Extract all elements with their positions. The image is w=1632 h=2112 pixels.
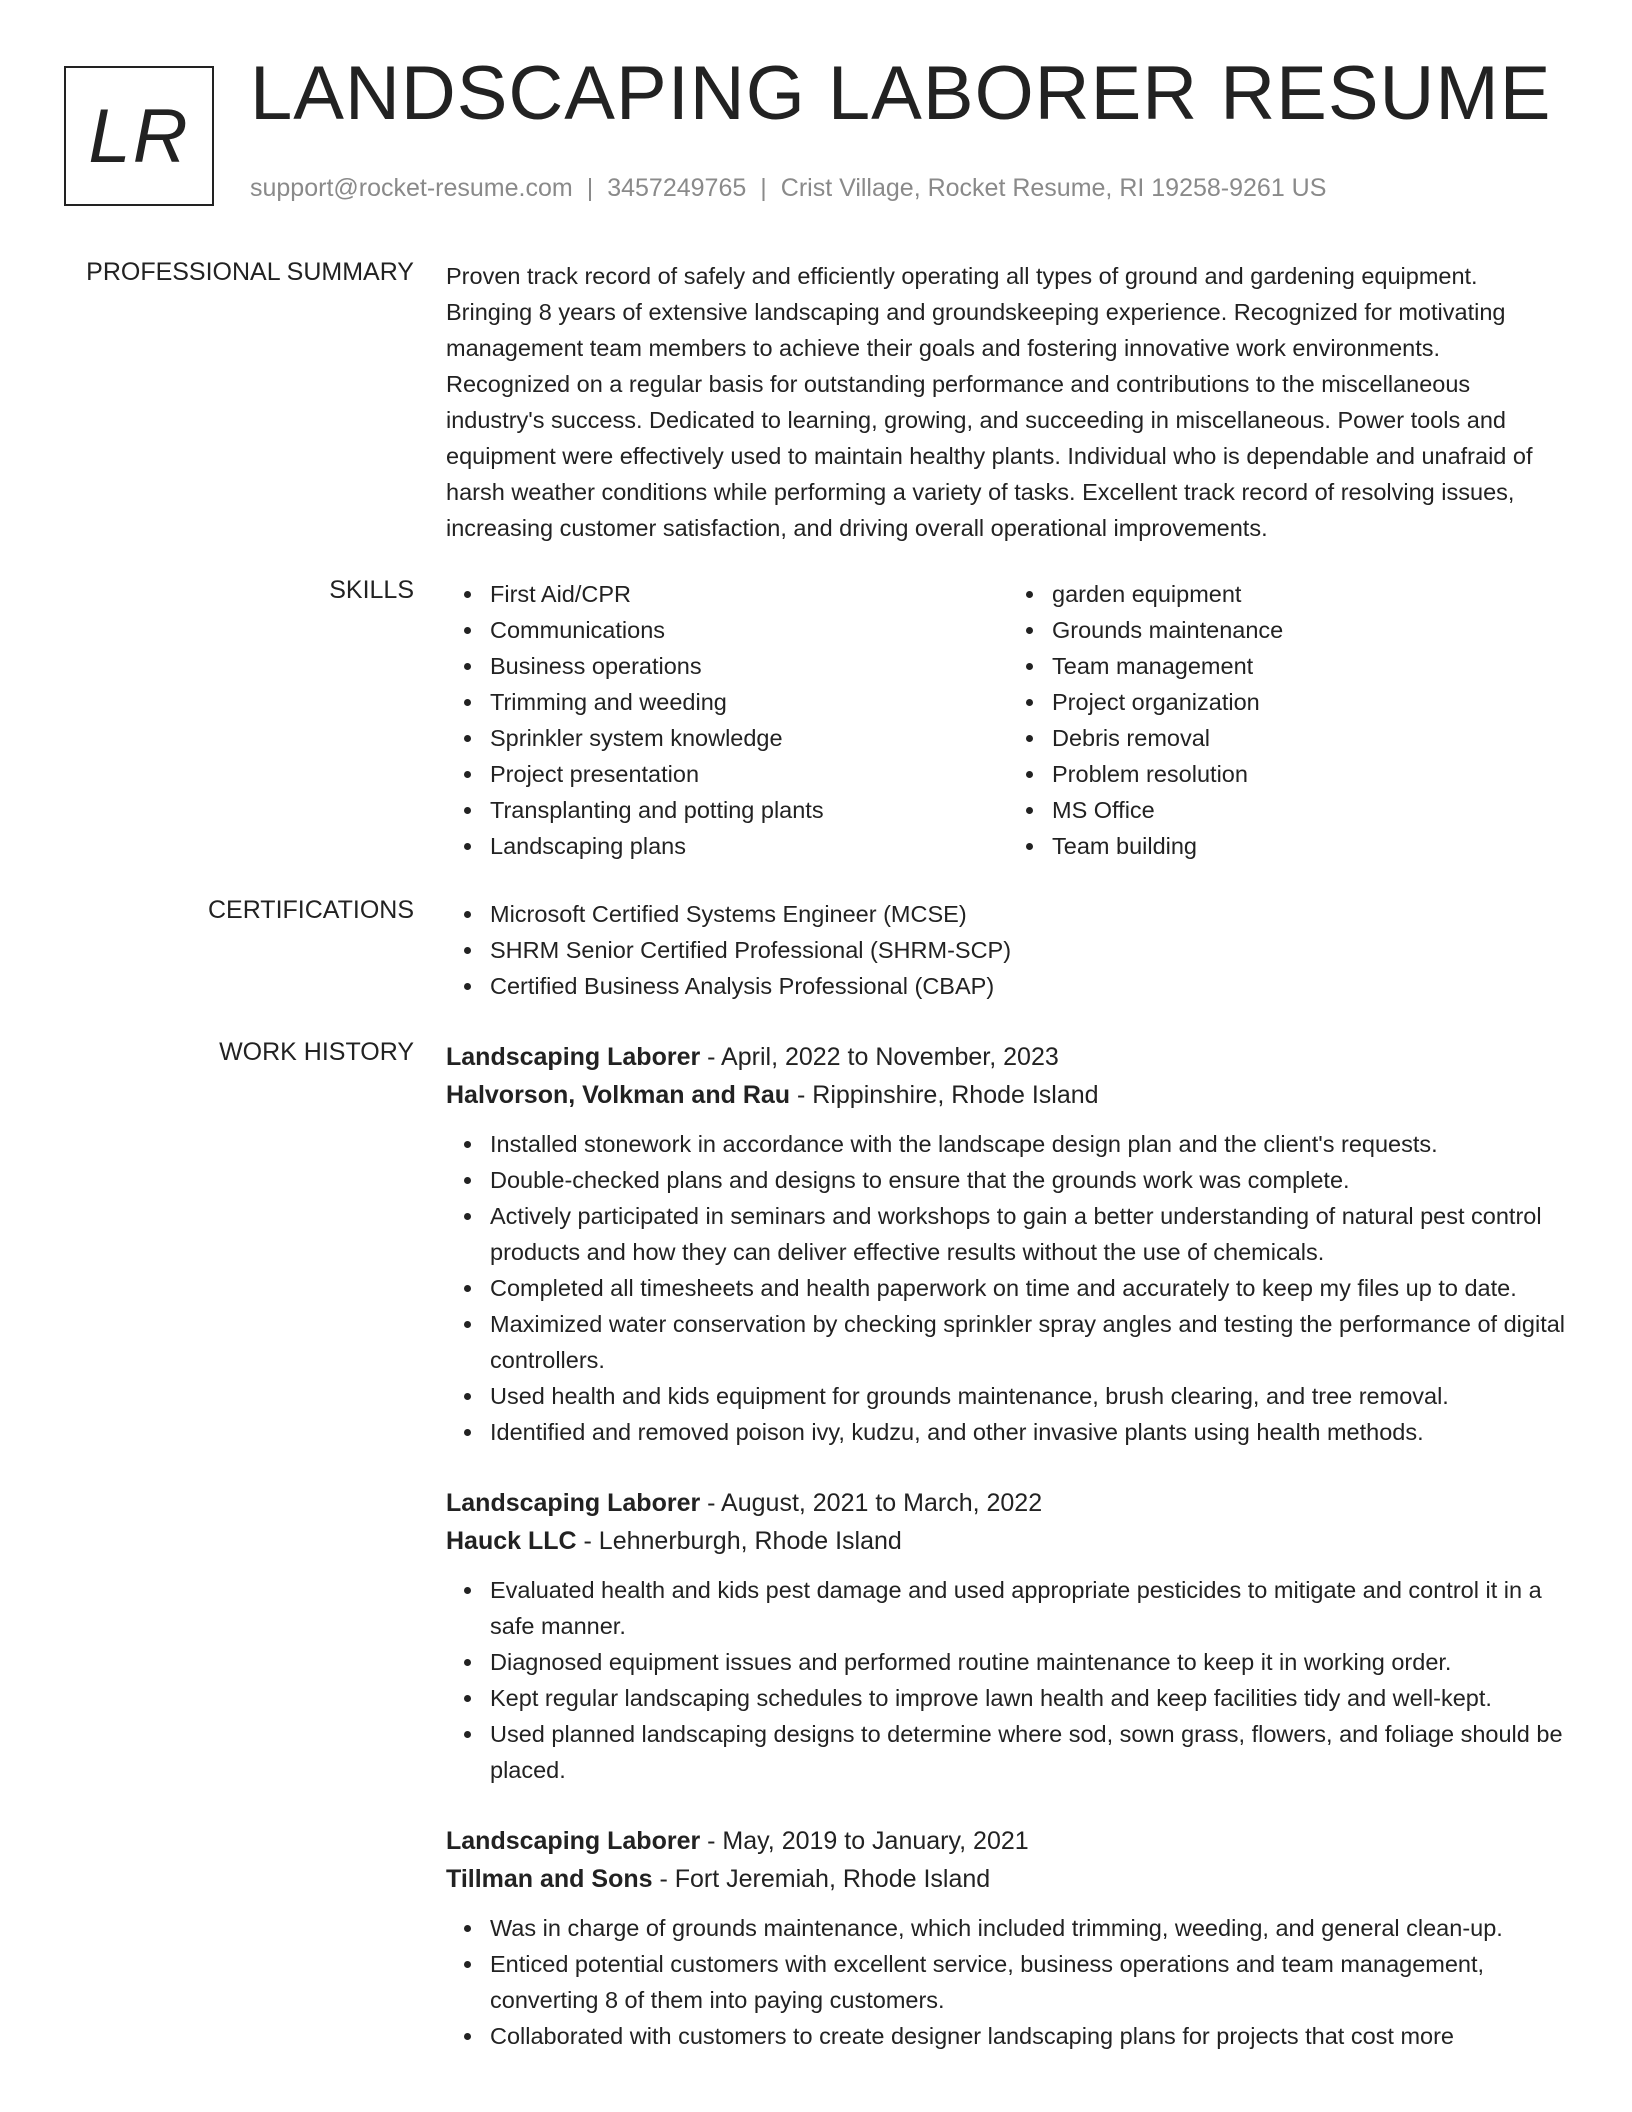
- skill-item: Transplanting and potting plants: [490, 792, 1008, 828]
- section-label-summary: PROFESSIONAL SUMMARY: [86, 258, 414, 286]
- job-bullet: Evaluated health and kids pest damage and used appropriate pesticides to mitigate and control it in a safe manner.: [490, 1572, 1570, 1644]
- summary-body: [446, 258, 1570, 546]
- job-company-line: [446, 1076, 1570, 1114]
- job-bullet: Installed stonework in accordance with the landscape design plan and the client's requests.: [490, 1126, 1570, 1162]
- skill-item: garden equipment: [1052, 576, 1570, 612]
- job-bullets: [446, 1572, 1570, 1788]
- job-company: Tillman and Sons: [446, 1865, 653, 1893]
- resume-title: LANDSCAPING LABORER RESUME: [250, 51, 1552, 136]
- job-bullet: Collaborated with customers to create designer landscaping plans for projects that cost more: [490, 2018, 1570, 2054]
- contact-email: support@rocket-resume.com: [250, 174, 573, 202]
- job-title-line: [446, 1484, 1570, 1522]
- job-bullet: Enticed potential customers with excellent service, business operations and team management, converting 8 of them into paying customers.: [490, 1946, 1570, 2018]
- job-company: Halvorson, Volkman and Rau: [446, 1081, 791, 1109]
- contact-separator: |: [760, 174, 767, 202]
- job-bullets: [446, 1126, 1570, 1450]
- certifications-body: [446, 896, 1570, 1004]
- job-dates: - May, 2019 to January, 2021: [700, 1827, 1029, 1855]
- skill-item: Team building: [1052, 828, 1570, 864]
- contact-separator: |: [586, 174, 594, 202]
- job-bullet: Diagnosed equipment issues and performed routine maintenance to keep it in working order.: [490, 1644, 1570, 1680]
- summary-text: Proven track record of safely and efficiently operating all types of ground and gardening equipment. Bringing 8 years of extensive landscaping and groundskeeping experience. Recognized for motivating management team members to achieve their goals and fostering innovative work environments. Recognized on a regular basis for outstanding performance and contributions to the miscellaneous industry's success. Dedicated to learning, growing, and succeeding in miscellaneous. Power tools and equipment were effectively used to maintain healthy plants. Individual who is dependable and unafraid of harsh weather conditions while performing a variety of tasks. Excellent track record of resolving issues, increasing customer satisfaction, and driving overall operational improvements.: [446, 263, 1533, 541]
- job-bullet: Used health and kids equipment for grounds maintenance, brush clearing, and tree removal.: [490, 1378, 1570, 1414]
- job-entry: [446, 1484, 1570, 1788]
- job-title: Landscaping Laborer: [446, 1043, 701, 1071]
- job-bullet: Identified and removed poison ivy, kudzu, and other invasive plants using health methods.: [490, 1414, 1570, 1450]
- job-bullet: Was in charge of grounds maintenance, which included trimming, weeding, and general clean-up.: [490, 1910, 1570, 1946]
- skill-item: Sprinkler system knowledge: [490, 720, 1008, 756]
- skill-item: MS Office: [1052, 792, 1570, 828]
- job-bullet: Kept regular landscaping schedules to improve lawn health and keep facilities tidy and well-kept.: [490, 1680, 1570, 1716]
- section-label-skills: SKILLS: [329, 576, 414, 604]
- job-dates: - August, 2021 to March, 2022: [700, 1489, 1043, 1517]
- skill-item: Business operations: [490, 648, 1008, 684]
- skill-item: Problem resolution: [1052, 756, 1570, 792]
- job-company-line: [446, 1522, 1570, 1560]
- job-company-line: [446, 1860, 1570, 1898]
- skill-item: Project organization: [1052, 684, 1570, 720]
- certification-item: Certified Business Analysis Professional (CBAP): [490, 968, 1570, 1004]
- job-bullet: Actively participated in seminars and workshops to gain a better understanding of natural pest control products and how they can deliver effective results without the use of chemicals.: [490, 1198, 1570, 1270]
- contact-address: Crist Village, Rocket Resume, RI 19258-9261 US: [780, 174, 1327, 202]
- skills-list-left: [446, 576, 1008, 864]
- job-title: Landscaping Laborer: [446, 1827, 701, 1855]
- section-label-certifications: CERTIFICATIONS: [207, 896, 414, 924]
- skill-item: Communications: [490, 612, 1008, 648]
- job-title: Landscaping Laborer: [446, 1489, 701, 1517]
- skill-item: First Aid/CPR: [490, 576, 1008, 612]
- skills-body: [446, 576, 1570, 864]
- job-location: - Lehnerburgh, Rhode Island: [576, 1527, 902, 1555]
- skill-item: Debris removal: [1052, 720, 1570, 756]
- certifications-list: [446, 896, 1570, 1004]
- job-entry: [446, 1038, 1570, 1450]
- contact-line: [250, 174, 1326, 203]
- section-label-work-history: WORK HISTORY: [219, 1038, 414, 1066]
- skills-list-right: [1008, 576, 1570, 864]
- skill-item: Project presentation: [490, 756, 1008, 792]
- job-location: - Fort Jeremiah, Rhode Island: [652, 1865, 991, 1893]
- skills-grid: [446, 576, 1570, 864]
- skill-item: Team management: [1052, 648, 1570, 684]
- job-dates: - April, 2022 to November, 2023: [700, 1043, 1059, 1071]
- job-bullet: Completed all timesheets and health paperwork on time and accurately to keep my files up to date.: [490, 1270, 1570, 1306]
- skill-item: Grounds maintenance: [1052, 612, 1570, 648]
- certification-item: SHRM Senior Certified Professional (SHRM-SCP): [490, 932, 1570, 968]
- contact-phone: 3457249765: [607, 174, 747, 202]
- job-bullet: Used planned landscaping designs to determine where sod, sown grass, flowers, and foliage should be placed.: [490, 1716, 1570, 1788]
- skill-item: Trimming and weeding: [490, 684, 1008, 720]
- job-entry: [446, 1822, 1570, 2054]
- job-title-line: [446, 1038, 1570, 1076]
- job-bullet: Maximized water conservation by checking sprinkler spray angles and testing the performance of digital controllers.: [490, 1306, 1570, 1378]
- skill-item: Landscaping plans: [490, 828, 1008, 864]
- work-history-body: [446, 1038, 1570, 2088]
- certification-item: Microsoft Certified Systems Engineer (MCSE): [490, 896, 1570, 932]
- job-company: Hauck LLC: [446, 1527, 577, 1555]
- job-location: - Rippinshire, Rhode Island: [790, 1081, 1099, 1109]
- job-bullet: Double-checked plans and designs to ensure that the grounds work was complete.: [490, 1162, 1570, 1198]
- job-bullets: [446, 1910, 1570, 2054]
- monogram-logo: LR: [64, 66, 214, 206]
- job-title-line: [446, 1822, 1570, 1860]
